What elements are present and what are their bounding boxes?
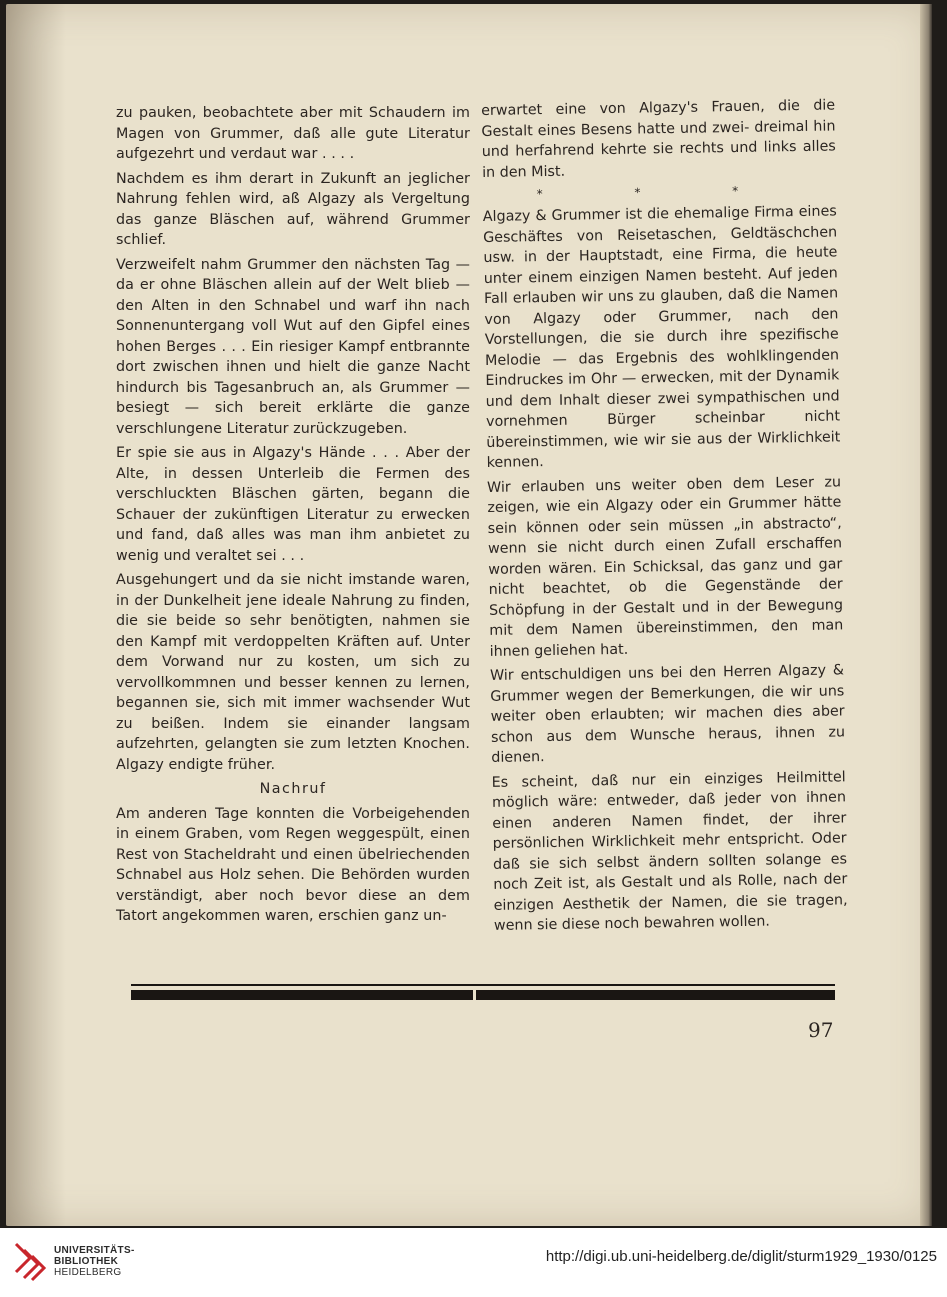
divider-gap bbox=[473, 990, 476, 1000]
page-number: 97 bbox=[808, 1018, 834, 1042]
section-separator: * * * bbox=[536, 183, 783, 202]
left-text-column bbox=[116, 103, 470, 931]
footer-bar bbox=[0, 1228, 947, 1297]
paragraph: Es scheint, daß nur ein einziges Heilmittel möglich wäre: entweder, daß jeder von ihnen einen anderen Namen findet, der ihrer persönlichen Wirklichkeit mehr entspricht. Oder daß sie sich selbst ändern sollten solange es noch Zeit ist, als Gestalt und als Rolle, nach der einzigen Aesthetik der Namen, die sie tragen, wenn sie diese noch bewahren wollen. bbox=[491, 768, 848, 934]
divider-thick-rule bbox=[131, 990, 835, 1000]
section-heading: Nachruf bbox=[259, 781, 327, 797]
paragraph: Wir entschuldigen uns bei den Herren Algazy & Grummer wegen der Bemerkungen, die wir uns weiter oben erlaubten; wir machen dies aber schon aus dem Wunsche heraus, ihnen zu dienen. bbox=[489, 662, 846, 766]
paragraph: Ausgehungert und da sie nicht imstande waren, in der Dunkelheit jene ideale Nahrung zu finden, die sie beide so sehr benötigten, nahmen sie den Kampf mit verdoppelten Kräften auf. Unter dem Vorwand nur zu kosten, um sich zu vervollkommnen und besser kennen zu lernen, begannen sie, sich mit immer wachsender Wut zu beißen. Indem sie einander langsam aufzehrten, gelangten sie zum letzten Knochen. Algazy endigte früher. bbox=[116, 572, 470, 773]
library-name-line: BIBLIOTHEK bbox=[54, 1256, 119, 1267]
paragraph: Wir erlauben uns weiter oben dem Leser zu zeigen, wie ein Algazy oder ein Grummer hätte sein können oder sein müssen „in abstracto“, wenn sie nicht durch einen Zufall erschaffen worden wären. Ein Schicksal, das ganz und gar nicht beachtet, ob die Gegenstände der Schöpfung in der Gestalt und in der Bewegung mit dem Namen übereinstimmen, den man ihnen geliehen hat. bbox=[486, 473, 844, 660]
paragraph: zu pauken, beobachtete aber mit Schaudern im Magen von Grummer, daß alle gute Literatur aufgezehrt und verdaut war . . . . bbox=[116, 105, 470, 162]
page-gutter-shadow bbox=[6, 4, 66, 1226]
divider-thin-rule bbox=[131, 984, 835, 986]
library-name-line: HEIDELBERG bbox=[54, 1267, 122, 1278]
library-name bbox=[54, 1245, 135, 1278]
page-edge bbox=[920, 4, 932, 1226]
right-text-column bbox=[481, 95, 848, 940]
permalink-url[interactable]: http://digi.ub.uni-heidelberg.de/diglit/sturm1929_1930/0125 bbox=[545, 1248, 937, 1265]
paragraph: Er spie sie aus in Algazy's Hände . . . Aber der Alte, in dessen Unterleib die Fermen des verschluckten Bläschen gärten, begann die Schauer der zukünftigen Literatur zu erwecken und fand, daß alles was man ihm anbietet zu wenig und veraltet sei . . . bbox=[116, 445, 470, 564]
paragraph: erwartet eine von Algazy's Frauen, die die Gestalt eines Besens hatte und zwei- dreimal hin und herfahrend kehrte sie rechts und links alles in den Mist. bbox=[481, 97, 836, 181]
paragraph: Verzweifelt nahm Grummer den nächsten Tag — da er ohne Bläschen allein auf der Welt blieb — den Alten in den Schnabel und warf ihn nach Sonnenuntergang voll Wut auf den Gipfel eines hohen Berges . . . Ein riesiger Kampf entbrannte dort zwischen ihnen und hielt die ganze Nacht hindurch bis Tagesanbruch an, als Grummer — besiegt — sich bereit erklärte die ganze verschlungene Literatur zurückzugeben. bbox=[116, 256, 470, 437]
paragraph: Nachdem es ihm derart in Zukunft an jeglicher Nahrung fehlen wird, aß Algazy als Vergeltung das ganze Bläschen auf, während Grummer schlief. bbox=[116, 170, 470, 248]
paragraph: Am anderen Tage konnten die Vorbeigehenden in einem Graben, vom Regen weggespült, einen Rest von Stacheldraht und einen übelriechenden Schnabel aus Holz sehen. Die Behörden wurden verständigt, aber noch bevor diese an dem Tatort angekommen waren, erschien ganz un- bbox=[116, 805, 470, 924]
library-name-line: UNIVERSITÄTS- bbox=[54, 1245, 135, 1256]
paragraph: Algazy & Grummer ist die ehemalige Firma eines Geschäftes von Reisetaschen, Geldtäschchen usw. in der Hauptstadt, eine Firma, die heute unter einem einzigen Namen besteht. Auf jeden Fall erlauben wir uns zu glauben, daß die Namen von Algazy oder Grummer, nach den Vorstellungen, die sie durch ihre spezifische Melodie — das Ergebnis des wohlklingenden Eindruckes im Ohr — erwecken, mit der Dynamik und dem Inhalt dieser zwei sympathischen und vornehmen Bürger scheinbar nicht übereinstimmen, wie wir sie aus der Wirklichkeit kennen. bbox=[482, 203, 841, 471]
library-logo-icon[interactable] bbox=[12, 1240, 48, 1284]
